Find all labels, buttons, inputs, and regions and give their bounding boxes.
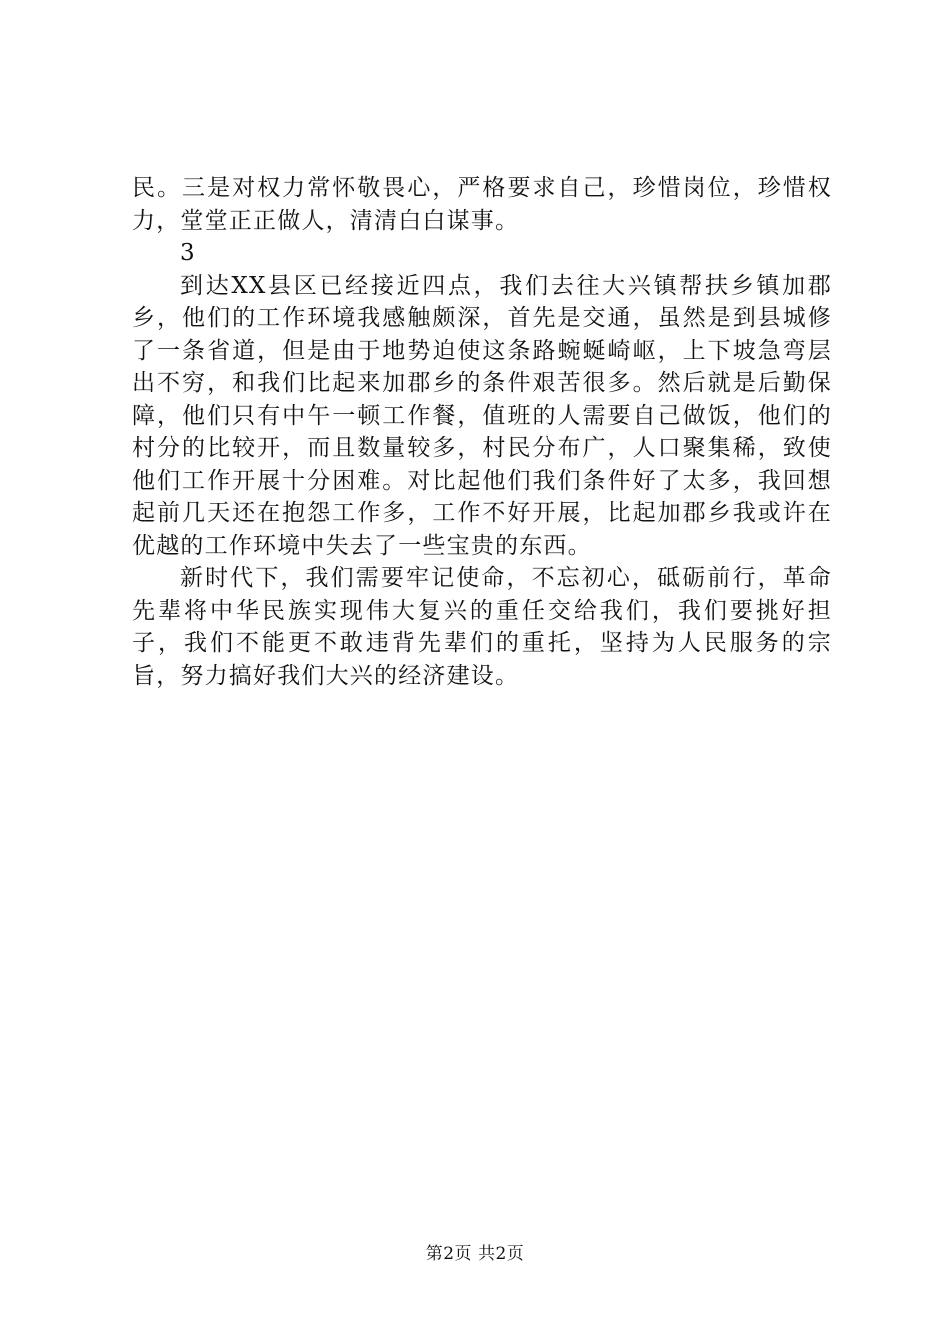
paragraph-continuation: 民。三是对权力常怀敬畏心，严格要求自己，珍惜岗位，珍惜权力，堂堂正正做人，清清白白谋事。	[132, 175, 832, 234]
page-footer: 第2页 共2页	[425, 1244, 525, 1264]
section-number: 3	[180, 240, 196, 266]
paragraph-visit: 到达XX县区已经接近四点，我们去往大兴镇帮扶乡镇加郡乡，他们的工作环境我感触颇深，首先是交通，虽然是到县城修了一条省道，但是由于地势迫使这条路蜿蜒崎岖，上下坡急弯层出不穷，和我们比起来加郡乡的条件艰苦很多。然后就是后勤保障，他们只有中午一顿工作餐，值班的人需要自己做饭，他们的村分的比较开，而且数量较多，村民分布广，人口聚集稀，致使他们工作开展十分困难。对比起他们我们条件好了太多，我回想起前几天还在抱怨工作多，工作不好开展，比起加郡乡我或许在优越的工作环境中失去了一些宝贵的东西。	[132, 272, 832, 559]
paragraph-conclusion: 新时代下，我们需要牢记使命，不忘初心，砥砺前行，革命先辈将中华民族实现伟大复兴的重任交给我们，我们要挑好担子，我们不能更不敢违背先辈们的重托，坚持为人民服务的宗旨，努力搞好我们大兴的经济建设。	[132, 565, 832, 689]
document-body	[132, 172, 832, 692]
